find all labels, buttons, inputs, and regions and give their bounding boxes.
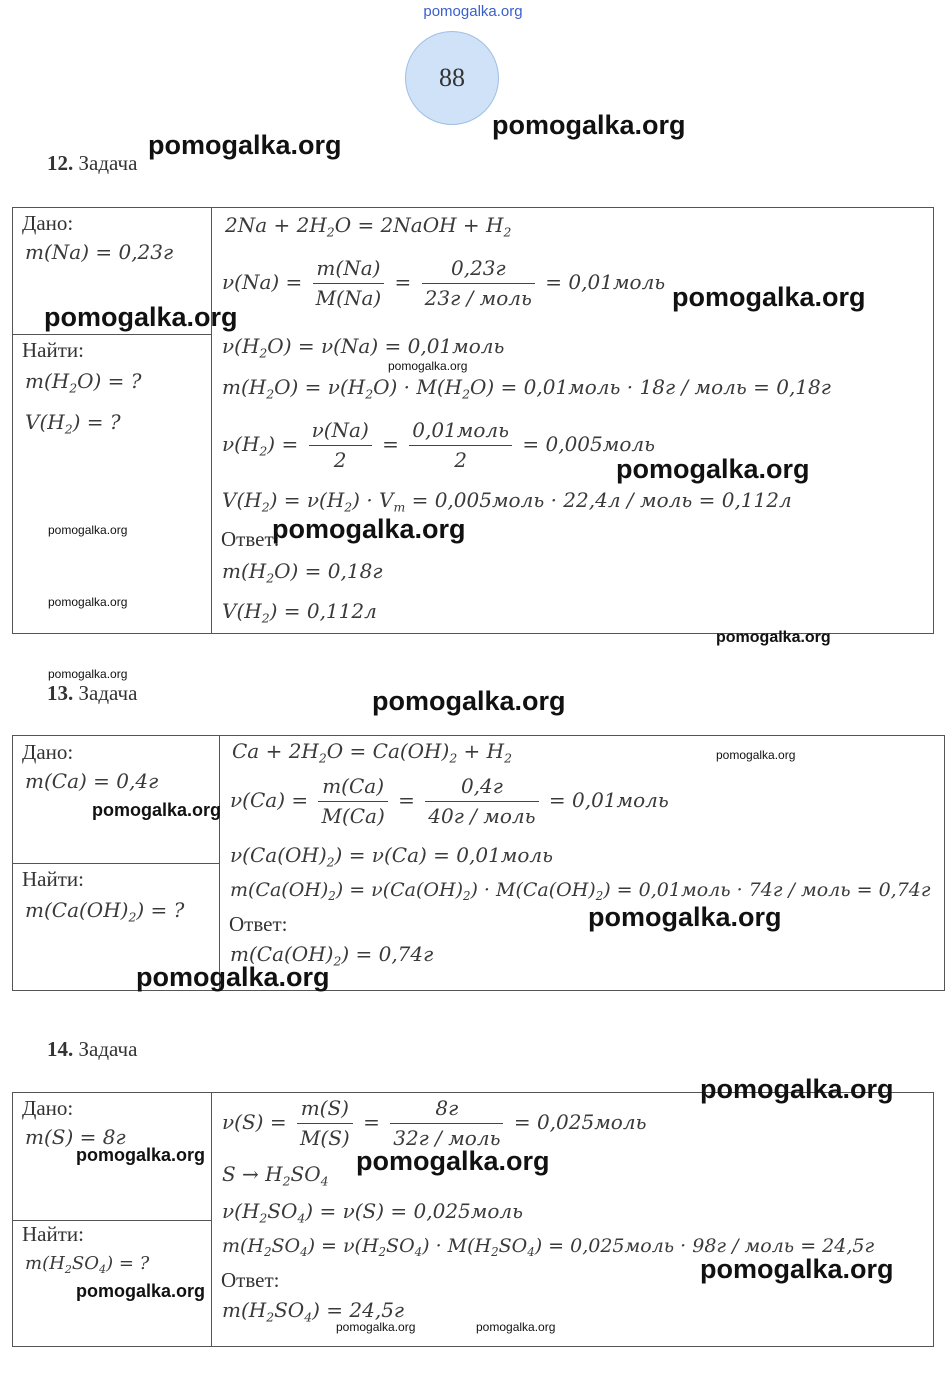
task-12-mass-water: $m(H_2O) = \nu(H_2O) \cdot M(H_2O)$ = 0,01моль · 18г / моль = 0,18г: [222, 375, 831, 402]
watermark: pomogalka.org: [92, 800, 222, 820]
watermark: pomogalka.org: [476, 1320, 556, 1334]
task-12-number: 12.: [47, 151, 74, 175]
task-13-find-hydroxide: $m(Ca(OH)_2)$ = ?: [25, 898, 185, 925]
table-divider: [219, 736, 220, 990]
task-14-given-label: Дано:: [22, 1096, 74, 1120]
task-14-find-label: Найти:: [22, 1222, 84, 1246]
task-12-volume-hydrogen: $V(H_2) = \nu(H_2) \cdot V_m$ = 0,005моль · 22,4л / моль = 0,112л: [222, 488, 792, 515]
table-divider: [211, 208, 212, 633]
watermark: pomogalka.org: [388, 359, 468, 373]
task-13-number: 13.: [47, 681, 74, 705]
task-13-answer-label: Ответ:: [229, 912, 288, 936]
task-12-answer-label: Ответ:: [221, 527, 280, 551]
task-12-find-hydrogen: $V(H_2)$ = ?: [25, 410, 121, 437]
watermark: pomogalka.org: [588, 902, 782, 932]
watermark: pomogalka.org: [76, 1281, 206, 1301]
task-14-word: Задача: [78, 1037, 138, 1061]
task-14-find-acid: $m(H_2SO_4)$ = ?: [25, 1253, 150, 1276]
task-12-word: Задача: [78, 151, 138, 175]
watermark: pomogalka.org: [716, 748, 796, 762]
page-number-badge: 88: [405, 31, 499, 125]
watermark: pomogalka.org: [48, 667, 128, 681]
watermark: pomogalka.org: [356, 1146, 550, 1176]
task-12-find-water: $m(H_2O)$ = ?: [25, 369, 142, 396]
watermark: pomogalka.org: [492, 110, 686, 140]
watermark: pomogalka.org: [372, 686, 566, 716]
table-divider: [13, 334, 211, 335]
table-divider: [13, 1220, 211, 1221]
watermark: pomogalka.org: [48, 595, 128, 609]
task-14-number: 14.: [47, 1037, 74, 1061]
task-12-moles-sodium: ν(Na) = $\frac{m(Na)}{M(Na)}$ = $\frac{0,23г}{\text{23г / моль}}$ = 0,01моль: [222, 256, 666, 310]
site-link-header[interactable]: pomogalka.org: [423, 3, 523, 20]
watermark: pomogalka.org: [616, 454, 810, 484]
task-14-title: [47, 1037, 137, 1062]
watermark: pomogalka.org: [48, 523, 128, 537]
table-divider: [13, 863, 219, 864]
watermark: pomogalka.org: [136, 962, 330, 992]
task-13-mass-hydroxide: $m(Ca(OH)_2) = \nu(Ca(OH)_2) \cdot M(Ca(OH)_2)$ = 0,01моль · 74г / моль = 0,74г: [230, 879, 931, 904]
watermark: pomogalka.org: [76, 1145, 206, 1165]
task-14-given-mass: m(S) = 8г: [25, 1125, 126, 1149]
task-13-reaction: $Ca + 2H_2O = Ca(OH)_2 + H_2$: [232, 739, 513, 766]
task-12-moles-water: $\nu(H_2O) = \nu(Na)$ = 0,01моль: [222, 334, 505, 361]
task-12-given-mass: m(Na) = 0,23г: [25, 240, 174, 264]
task-14-moles-sulfur: ν(S) = $\frac{m(S)}{M(S)}$ = $\frac{8г}{\text{32г / моль}}$ = 0,025моль: [222, 1096, 647, 1150]
task-12-moles-hydrogen: $\nu(H_2)$ = $\frac{\nu(Na)}{2}$ = $\frac{\text{0,01моль}}{2}$ = 0,005моль: [222, 418, 656, 472]
task-13-given-label: Дано:: [22, 740, 74, 764]
watermark: pomogalka.org: [272, 514, 466, 544]
task-12-title: [47, 151, 137, 176]
task-12-find-label: Найти:: [22, 338, 84, 362]
table-divider: [211, 1093, 212, 1346]
task-14-answer-label: Ответ:: [221, 1268, 280, 1292]
task-14-mass-acid: $m(H_2SO_4) = \nu(H_2SO_4) \cdot M(H_2SO_4)$ = 0,025моль · 98г / моль = 24,5г: [222, 1235, 875, 1260]
watermark: pomogalka.org: [672, 282, 866, 312]
task-13-moles-hydroxide: $\nu(Ca(OH)_2) = \nu(Ca)$ = 0,01моль: [230, 843, 554, 870]
watermark: pomogalka.org: [716, 629, 831, 646]
task-13-word: Задача: [78, 681, 138, 705]
task-14-moles-acid: $\nu(H_2SO_4) = \nu(S)$ = 0,025моль: [222, 1199, 524, 1226]
watermark: pomogalka.org: [44, 302, 238, 332]
task-12-given-label: Дано:: [22, 211, 74, 235]
task-13-moles-calcium: ν(Ca) = $\frac{m(Ca)}{M(Ca)}$ = $\frac{0,4г}{\text{40г / моль}}$ = 0,01моль: [230, 774, 669, 828]
watermark: pomogalka.org: [336, 1320, 416, 1334]
watermark: pomogalka.org: [148, 130, 342, 160]
task-13-title: [47, 681, 137, 706]
task-12-answer-hydrogen: $V(H_2) = 0,112л$: [222, 599, 377, 626]
task-13-find-label: Найти:: [22, 867, 84, 891]
task-14-scheme: $S \to H_2SO_4$: [222, 1162, 329, 1189]
watermark: pomogalka.org: [700, 1074, 894, 1104]
task-12-reaction: $2Na + 2H_2O$ = 2NaOH + $H_2$: [225, 213, 512, 240]
task-13-given-mass: m(Ca) = 0,4г: [25, 769, 159, 793]
task-12-answer-water: $m(H_2O) = 0,18г$: [222, 559, 383, 586]
task-14-answer-acid: $m(H_2SO_4) = 24,5г$: [222, 1298, 405, 1325]
watermark: pomogalka.org: [700, 1254, 894, 1284]
task-13-answer-hydroxide: $m(Ca(OH)_2) = 0,74г$: [230, 942, 434, 969]
